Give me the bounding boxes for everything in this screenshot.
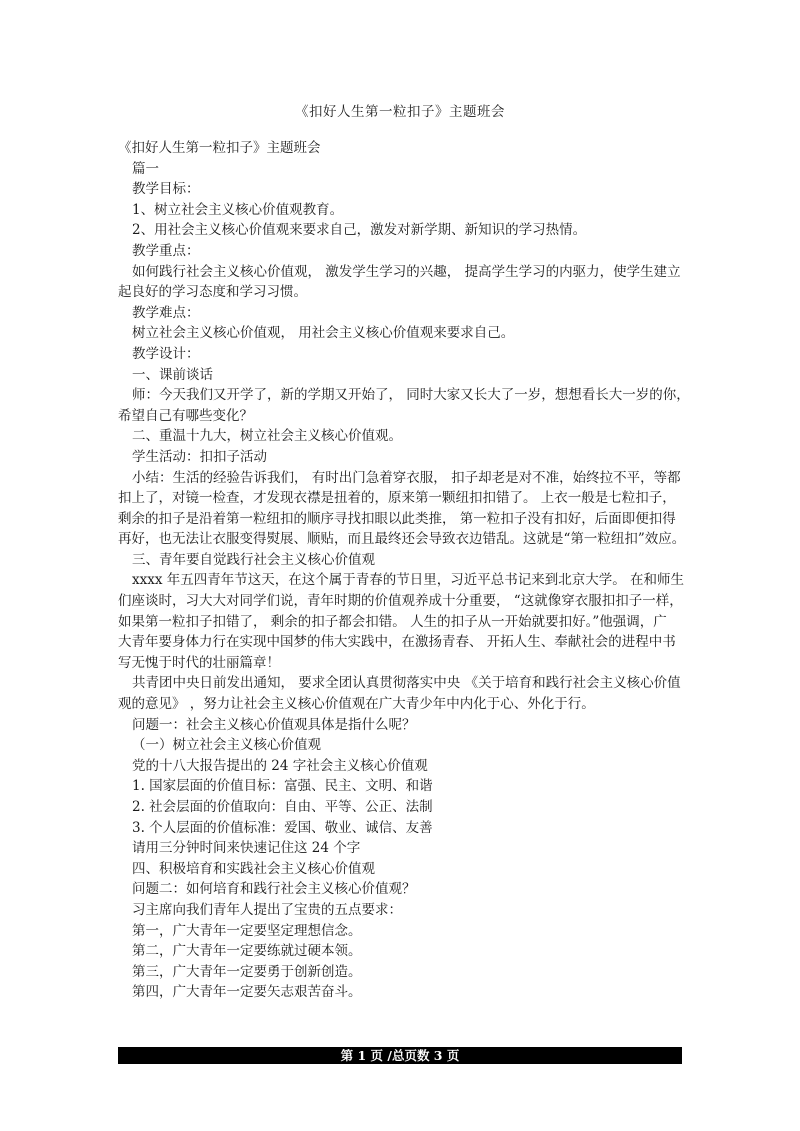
text-line: 如果第一粒扣子扣错了， 剩余的扣子都会扣错。 人生的扣子从一开始就要扣好。”他强调，广	[118, 613, 667, 630]
text-line: 1. 国家层面的价值目标：富强、民主、文明、和谐	[132, 778, 433, 795]
text-line: 师：今天我们又开学了，新的学期又开始了， 同时大家又长大了一岁，想想看长大一岁的你，	[132, 387, 690, 404]
text-line: 如何践行社会主义核心价值观， 激发学生学习的兴趣， 提高学生学习的内驱力，使学生建立	[132, 263, 681, 280]
text-line: 第三，广大青年一定要勇于创新创造。	[132, 963, 362, 980]
document-body	[118, 138, 690, 1003]
text-line: 1、树立社会主义核心价值观教育。	[132, 201, 344, 218]
text-line: （一）树立社会主义核心价值观	[132, 737, 321, 754]
text-line: 问题一：社会主义核心价值观具体是指什么呢？	[132, 716, 416, 733]
text-line: 大青年要身体力行在实现中国梦的伟大实践中，在激扬青春、 开拓人生、奉献社会的进程中书	[118, 634, 676, 651]
text-line: 第四，广大青年一定要矢志艰苦奋斗。	[132, 984, 362, 1001]
text-line: 第二，广大青年一定要练就过硬本领。	[132, 943, 362, 960]
text-line: 学生活动：扣扣子活动	[132, 448, 267, 465]
text-line: 四、积极培育和实践社会主义核心价值观	[132, 860, 375, 877]
text-line: 教学目标：	[132, 181, 200, 198]
text-line: 2、用社会主义核心价值观来要求自己，激发对新学期、新知识的学习热情。	[132, 222, 587, 239]
text-line: 第一，广大青年一定要坚定理想信念。	[132, 922, 362, 939]
text-line: 写无愧于时代的壮丽篇章！	[118, 654, 280, 671]
document-lines	[118, 159, 690, 1003]
document-subtitle: 《扣好人生第一粒扣子》主题班会	[118, 140, 321, 156]
text-line: 希望自己有哪些变化？	[118, 407, 253, 424]
text-line: 们座谈时，习大大对同学们说，青年时期的价值观养成十分重要， “这就像穿衣服扣扣子一样，	[118, 593, 683, 610]
text-line: 再好，也无法让衣服变得熨展、顺贴，而且最终还会导致衣边错乱。这就是“第一粒纽扣”效应。	[118, 531, 686, 548]
text-line: 2. 社会层面的价值取向：自由、平等、公正、法制	[132, 799, 433, 815]
text-line: 二、重温十九大，树立社会主义核心价值观。	[132, 428, 402, 445]
text-line: 观的意见》 ，努力让社会主义核心价值观在广大青少年中内化于心、外化于行。	[118, 696, 595, 713]
text-line: 党的十八大报告提出的 24 字社会主义核心价值观	[132, 757, 428, 774]
text-line: 教学重点：	[132, 242, 200, 259]
text-line: 3. 个人层面的价值标准：爱国、敬业、诚信、友善	[132, 819, 433, 836]
text-line: 教学难点：	[132, 304, 200, 321]
page-title: 《扣好人生第一粒扣子》主题班会	[295, 104, 505, 120]
text-line: 起良好的学习态度和学习习惯。	[118, 284, 307, 301]
text-line: 小结：生活的经验告诉我们， 有时出门急着穿衣服， 扣子却老是对不准，始终拉不平，等都	[132, 469, 681, 486]
text-line: 习主席向我们青年人提出了宝贵的五点要求：	[132, 901, 402, 918]
text-line: 三、青年要自觉践行社会主义核心价值观	[132, 551, 375, 568]
text-line: 树立社会主义核心价值观， 用社会主义核心价值观来要求自己。	[132, 325, 515, 342]
text-line: xxxx 年五四青年节这天，在这个属于青春的节日里，习近平总书记来到北京大学。 在和师生	[132, 572, 685, 589]
text-line: 剩余的扣子是沿着第一粒纽扣的顺序寻找扣眼以此类推， 第一粒扣子没有扣好，后面即便扣得	[118, 510, 676, 527]
text-line: 扣上了，对镜一检查，才发现衣襟是扭着的，原来第一颗纽扣扣错了。 上衣一般是七粒扣子，	[118, 490, 676, 507]
text-line: 篇一	[132, 160, 159, 177]
text-line: 教学设计：	[132, 345, 200, 362]
page-number: 第 1 页 /总页数 3 页	[340, 1048, 460, 1063]
text-line: 共青团中央日前发出通知， 要求全团认真贯彻落实中央 《关于培育和践行社会主义核心价值	[132, 675, 681, 692]
text-line: 问题二：如何培育和践行社会主义核心价值观？	[132, 881, 416, 898]
text-line: 请用三分钟时间来快速记住这 24 个字	[132, 840, 361, 857]
text-line: 一、课前谈话	[132, 366, 213, 383]
